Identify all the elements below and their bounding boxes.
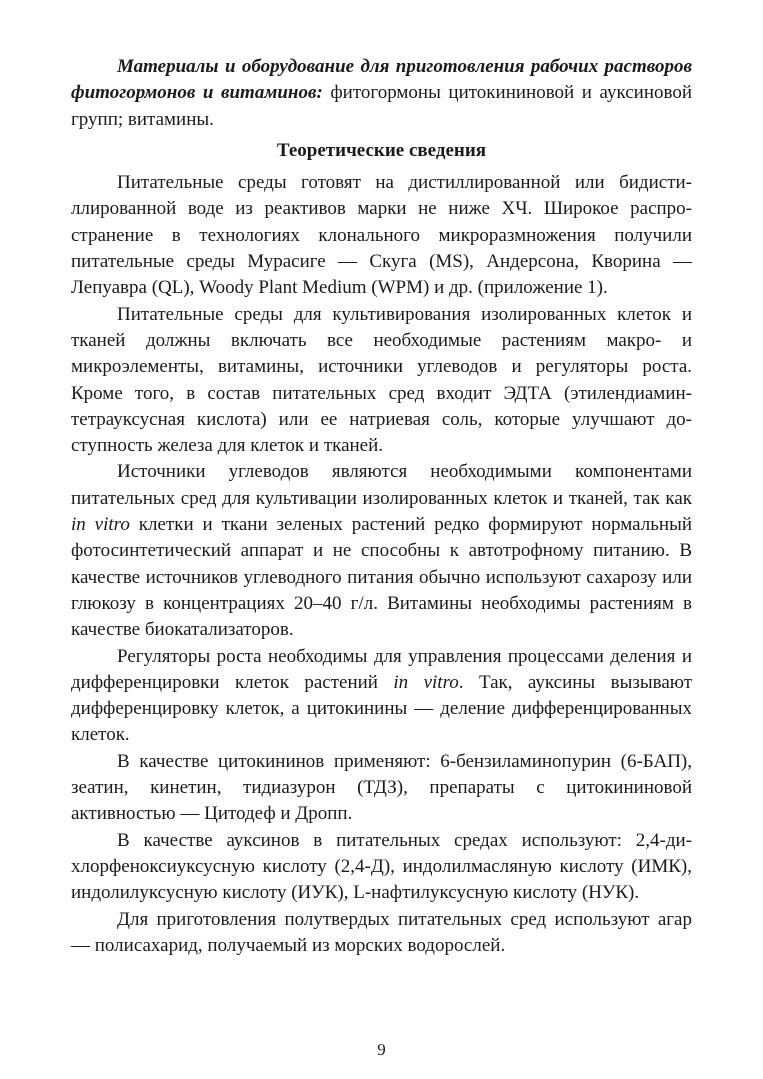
p4-text-before: Регуляторы роста необходимы для управления процессами деления и дифференцировки клеток растений	[71, 645, 692, 693]
page-body	[71, 54, 692, 959]
p3-in-vitro: in vitro	[71, 514, 130, 536]
intro-paragraph	[71, 54, 692, 133]
paragraph-media-composition: Питательные среды для культивирования изолированных клеток и тканей должны включать все необходимые растениям макро- и микроэлементы, витамины, источники углеводов и регуляторы роста. Кроме того, в состав питательных сред входит ЭДТА (этилендиаминтетрауксусная кислота) или ее натриевая соль, которые улучшают доступность железа для клеток и тканей.	[71, 303, 692, 457]
p4-in-vitro: in vitro	[393, 671, 459, 693]
paragraph-cytokinins: В качестве цитокининов применяют: 6-бензиламинопурин (6-БАП), зеатин, кинетин, тидиазурон (ТДЗ), препараты с цитокининовой активностью — Цитодеф и Дропп.	[71, 750, 692, 825]
paragraph-auxins: В качестве ауксинов в питательных средах используют: 2,4-дихлорфеноксиуксусную кислоту (2,4-Д), индолилмасляную кислоту (ИМК), индолилуксусную кислоту (ИУК), L-нафтилуксусную кислоту (НУК).	[71, 829, 692, 904]
paragraph-growth-regulators	[71, 644, 692, 749]
p3-text-after: клетки и ткани зеленых растений редко формируют нормальный фотосинтетический аппарат и не способны к автотрофному питанию. В качестве источников углеводного питания обычно используют сахарозу или глюкозу в концентрациях 20–40 г/л. Витамины необходимы растениям в качестве биокатализаторов.	[71, 514, 692, 641]
section-heading: Теоретические сведения	[276, 139, 487, 161]
intro-bold-lead: Материалы и оборудование для приготовления рабочих растворов фитогормонов и витаминов:	[71, 56, 692, 104]
paragraph-carbohydrates	[71, 459, 692, 643]
page-number: 9	[377, 1040, 386, 1059]
p4-text-after: . Так, ауксины вызывают дифференцировку клеток, а цитокинины — деление дифференцированных клеток.	[71, 671, 693, 746]
paragraph-nutrient-media: Питательные среды готовят на дистиллированной или бидистиллированной воде из реактивов марки не ниже ХЧ. Широкое распространение в технологиях клонального микроразмножения получили питательные среды Мурасиге — Скуга (MS), Андерсона, Кворина — Лепуавра (QL), Woody Plant Medium (WPM) и др. (приложение 1).	[71, 172, 692, 299]
intro-text: фитогормоны цитокининовой и ауксиновой групп; витамины.	[71, 82, 692, 130]
p3-text-before: Источники углеводов являются необходимыми компонентами питательных сред для культивации изолированных клеток и тканей, так как	[71, 461, 692, 509]
paragraph-agar: Для приготовления полутвердых питательных сред используют агар — полисахарид, получаемый из морских водорослей.	[71, 908, 692, 956]
